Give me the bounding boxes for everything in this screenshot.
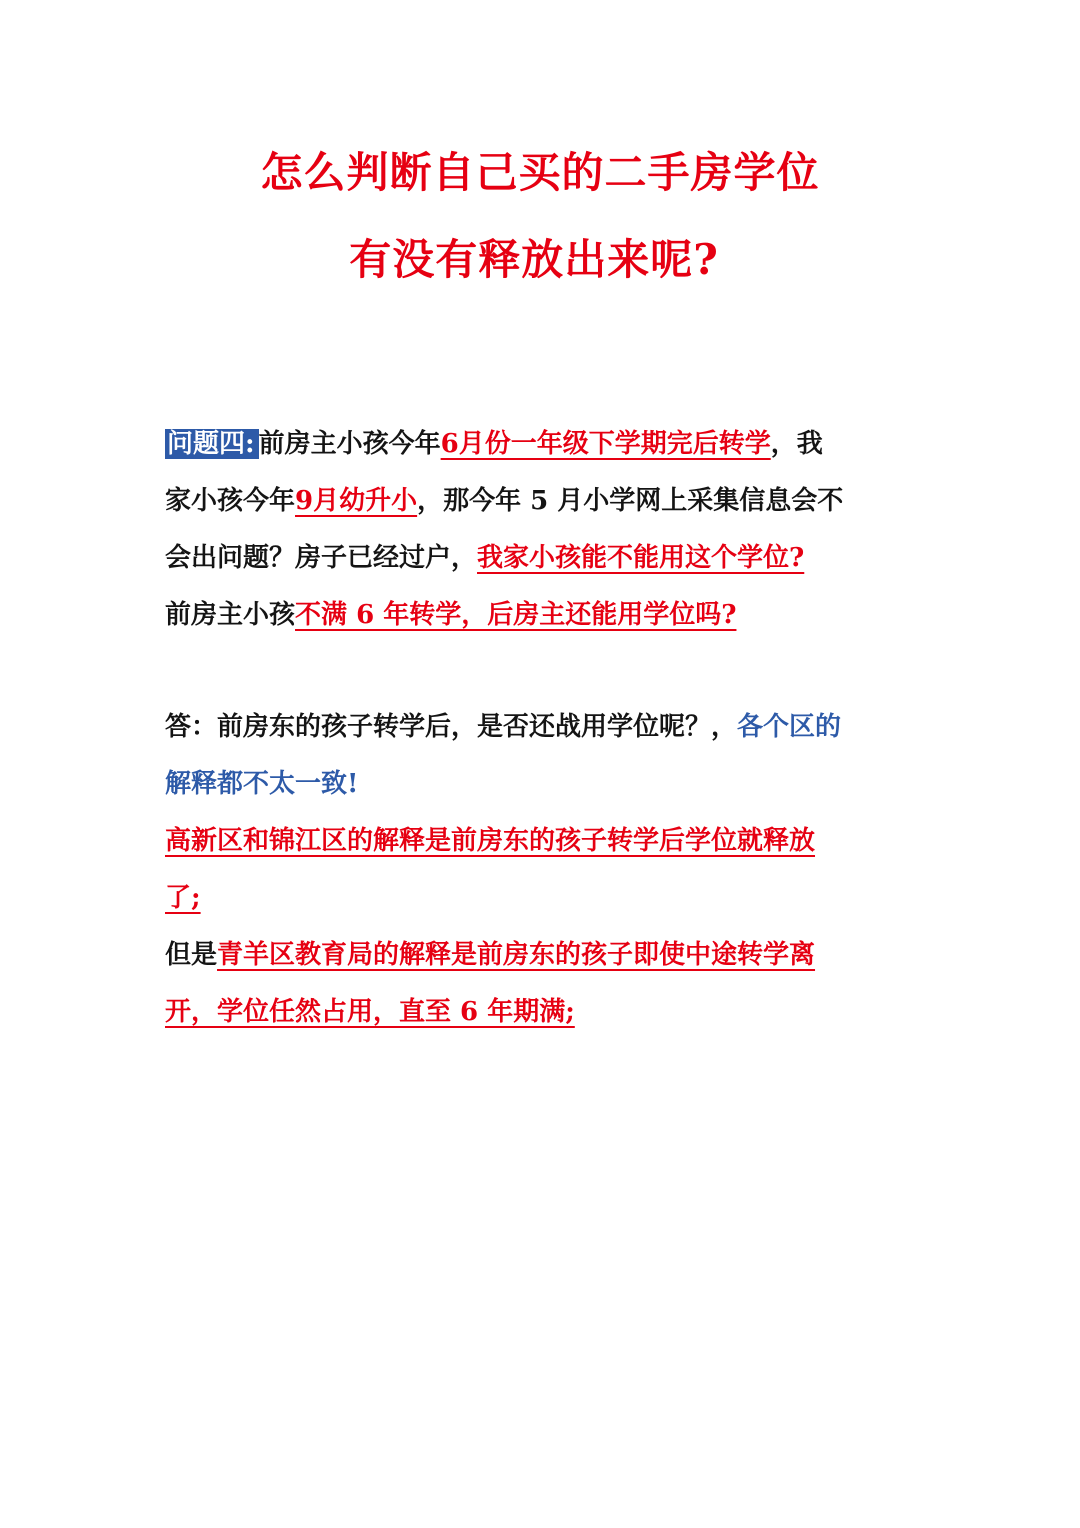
question-text: 家小孩今年 xyxy=(165,486,296,516)
question-line-1 xyxy=(165,416,925,473)
question-text: 会出问题？房子已经过户， xyxy=(165,543,478,573)
question-text: 前房主小孩 xyxy=(165,600,296,630)
title-line-1: 怎么判断自己买的二手房学位 xyxy=(260,148,820,197)
highlight-text: 开，学位任然占用，直至 6 年期满; xyxy=(165,997,575,1027)
question-block xyxy=(165,416,925,644)
highlight-text: 不满 6 年转学，后房主还能用学位吗? xyxy=(295,600,737,630)
highlight-text: 6月份一年级下学期完后转学 xyxy=(440,429,771,459)
title-line-2: 有没有释放出来呢? xyxy=(349,235,719,284)
answer-block xyxy=(165,699,925,1041)
answer-line-5 xyxy=(165,927,925,984)
highlight-text: 我家小孩能不能用这个学位? xyxy=(477,543,805,573)
highlight-text: 9月幼升小 xyxy=(295,486,418,516)
answer-line-1 xyxy=(165,699,925,756)
answer-text: 答：前房东的孩子转学后，是否还战用学位呢？， xyxy=(165,712,738,742)
question-text: ，我 xyxy=(770,429,823,459)
answer-line-4 xyxy=(165,870,925,927)
blue-note-text: 解释都不太一致! xyxy=(165,769,359,799)
highlight-text: 青羊区教育局的解释是前房东的孩子即使中途转学离 xyxy=(217,940,816,970)
answer-text: 但是 xyxy=(165,940,218,970)
question-line-3 xyxy=(165,530,925,587)
question-line-4 xyxy=(165,587,925,644)
question-text: 前房主小孩今年 xyxy=(258,429,441,459)
highlight-text: 高新区和锦江区的解释是前房东的孩子转学后学位就释放 xyxy=(165,826,816,856)
blue-note-text: 各个区的 xyxy=(737,712,842,742)
answer-line-2 xyxy=(165,756,925,813)
question-tag: 问题四: xyxy=(165,429,259,459)
question-text: ，那今年 5 月小学网上采集信息会不 xyxy=(417,486,844,516)
highlight-text: 了; xyxy=(165,883,201,913)
answer-line-6 xyxy=(165,984,925,1041)
answer-line-3 xyxy=(165,813,925,870)
question-line-2 xyxy=(165,473,925,530)
